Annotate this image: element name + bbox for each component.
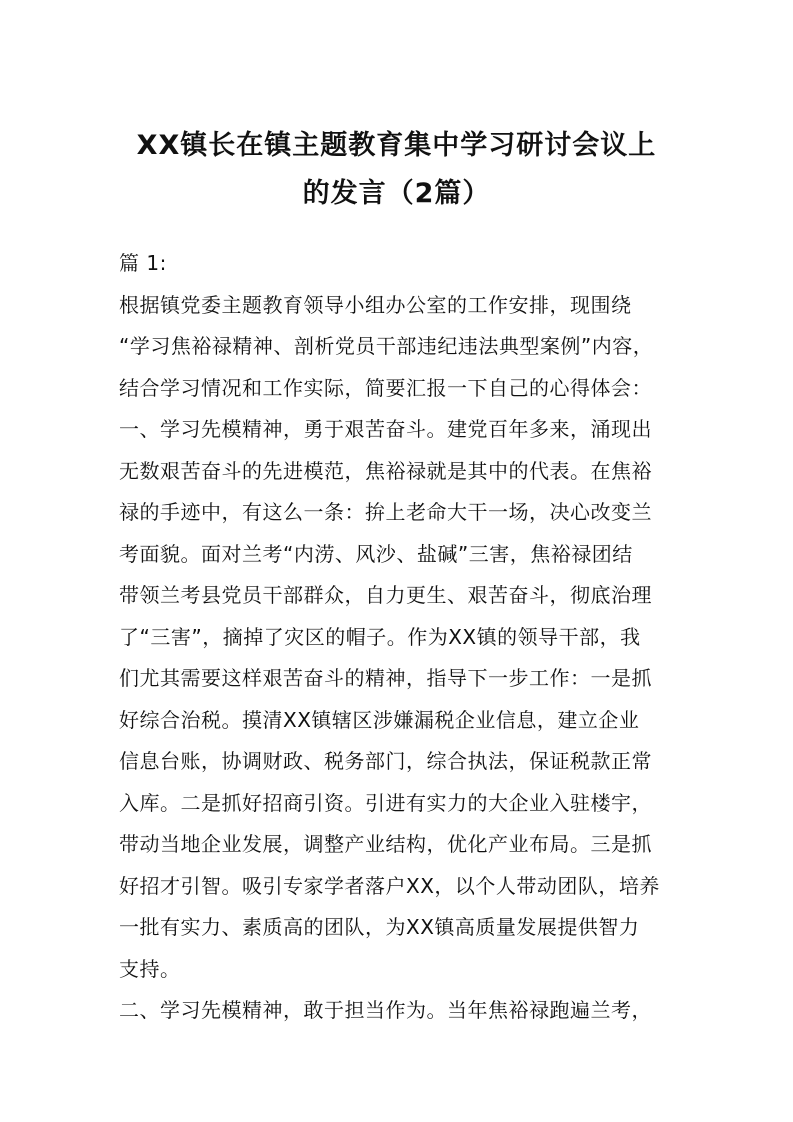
body-line: 带领兰考县党员干部群众，自力更生、艰苦奋斗，彻底治理 bbox=[119, 583, 652, 607]
document-body bbox=[119, 243, 679, 1032]
body-line: 无数艰苦奋斗的先进模范，焦裕禄就是其中的代表。在焦裕 bbox=[119, 458, 652, 483]
document-title-line-2: 的发言（2篇） bbox=[302, 178, 491, 209]
body-line: 好综合治税。摸清XX镇辖区涉嫌漏税企业信息，建立企业 bbox=[119, 707, 640, 732]
body-line: 考面貌。面对兰考“内涝、风沙、盐碱”三害，焦裕禄团结 bbox=[119, 541, 633, 566]
body-line: 篇 1: bbox=[119, 251, 167, 275]
body-line: 一、学习先模精神，勇于艰苦奋斗。建党百年多来，涌现出 bbox=[119, 417, 652, 441]
body-line: 带动当地企业发展，调整产业结构，优化产业布局。三是抓 bbox=[119, 832, 652, 856]
body-line: 结合学习情况和工作实际，简要汇报一下自己的心得体会： bbox=[119, 375, 652, 400]
document-title-line-1: XX镇长在镇主题教育集中学习研讨会议上 bbox=[136, 130, 657, 161]
body-line: 信息台账，协调财政、税务部门，综合执法，保证税款正常 bbox=[119, 749, 652, 773]
body-line: 们尤其需要这样艰苦奋斗的精神，指导下一步工作：一是抓 bbox=[119, 666, 652, 690]
body-line: 好招才引智。吸引专家学者落户XX，以个人带动团队，培养 bbox=[119, 873, 660, 898]
body-line: 了“三害”，摘掉了灾区的帽子。作为XX镇的领导干部，我 bbox=[119, 624, 641, 649]
body-line: 支持。 bbox=[119, 956, 181, 981]
body-line: 二、学习先模精神，敢于担当作为。当年焦裕禄跑遍兰考， bbox=[119, 998, 652, 1022]
body-line: “学习焦裕禄精神、剖析党员干部违纪违法典型案例”内容， bbox=[119, 334, 654, 358]
body-line: 入库。二是抓好招商引资。引进有实力的大企业入驻楼宇， bbox=[119, 790, 652, 815]
body-line: 根据镇党委主题教育领导小组办公室的工作安排，现围绕 bbox=[119, 292, 632, 317]
body-line: 禄的手迹中，有这么一条：拚上老命大干一场，决心改变兰 bbox=[119, 500, 652, 524]
body-line: 一批有实力、素质高的团队，为XX镇高质量发展提供智力 bbox=[119, 915, 640, 939]
